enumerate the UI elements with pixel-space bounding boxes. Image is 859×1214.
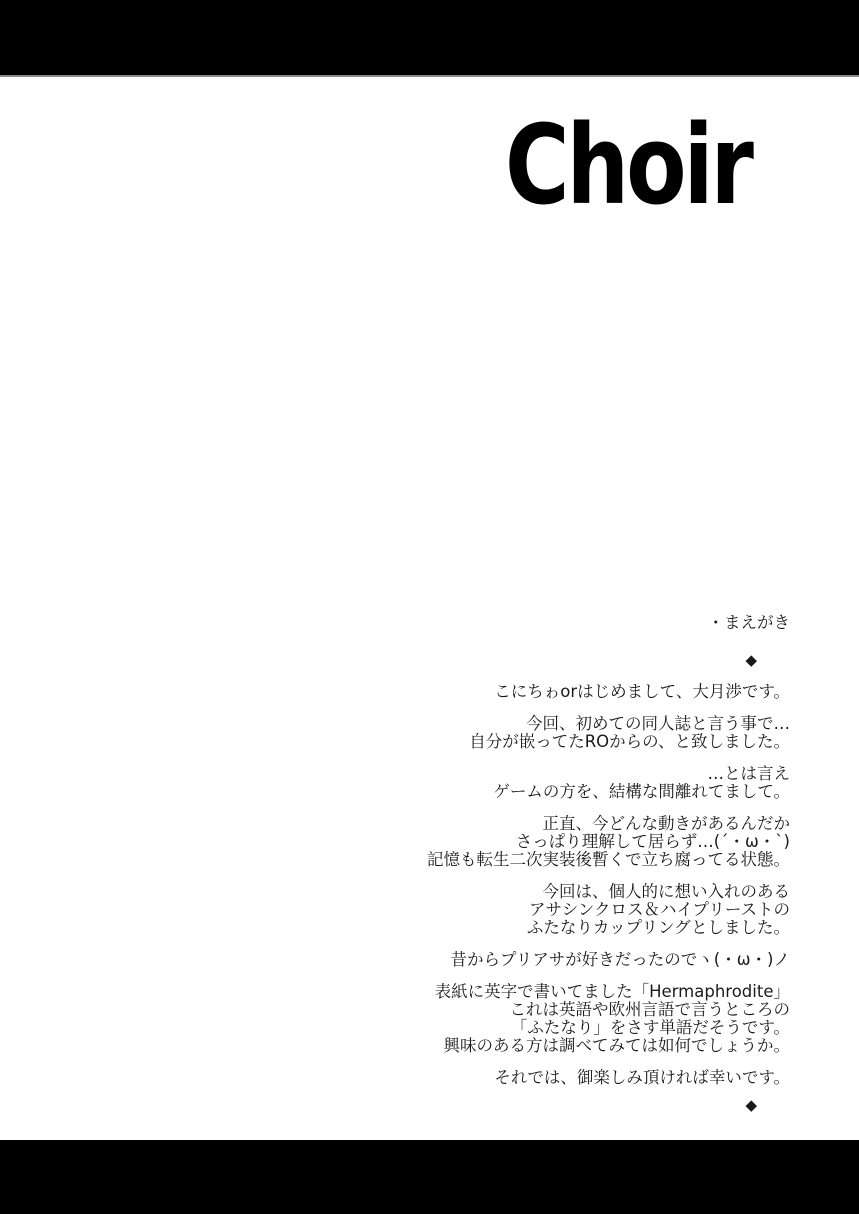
text-line: 昔からプリアサが好きだったのでヽ(・ω・)ノ (450, 950, 790, 969)
text-line: アサシンクロス＆ハイプリーストの (529, 900, 790, 919)
paragraph (527, 883, 790, 937)
page-title: Choir (505, 101, 751, 229)
paragraph (469, 715, 790, 751)
diamond-separator (745, 651, 757, 669)
text-line: こにちゎorはじめまして、大月渉です。 (494, 682, 790, 701)
paragraph (494, 1069, 790, 1087)
text-line: 表紙に英字で書いてました「Hermaphrodite」 (434, 982, 790, 1001)
text-line: さっぱり理解して居らず…(´・ω・`) (515, 832, 790, 851)
text-line: 今回は、個人的に想い入れのある (542, 882, 790, 901)
text-line: ふたなりカップリングとしました。 (526, 918, 790, 937)
text-line: 正直、今どんな動きがあるんだか (542, 814, 790, 833)
text-line: ・まえがき (707, 613, 790, 632)
top-black-bar (0, 0, 859, 77)
paragraph (450, 951, 790, 969)
paragraph (708, 614, 791, 632)
paragraph (435, 983, 790, 1055)
text-line: 自分が嵌ってたROからの、と致しました。 (469, 732, 790, 751)
preface-text-block (427, 614, 790, 1114)
text-line: 「ふたなり」をさす単語だそうです。 (510, 1018, 790, 1037)
paragraph (494, 683, 790, 701)
text-line: …とは言え (707, 764, 790, 783)
text-line: ◆ (745, 651, 757, 669)
text-line: ◆ (745, 1096, 757, 1114)
text-line: 今回、初めての同人誌と言う事で… (526, 714, 790, 733)
bottom-black-bar (0, 1140, 859, 1214)
text-line: これは英語や欧州言語で言うところの (509, 1000, 790, 1019)
text-line: それでは、御楽しみ頂ければ幸いです。 (494, 1068, 790, 1087)
paragraph (427, 815, 790, 869)
paragraph (493, 765, 790, 801)
text-line: ゲームの方を、結構な間離れてまして。 (493, 782, 790, 801)
text-line: 興味のある方は調べてみては如何でしょうか。 (443, 1036, 790, 1055)
diamond-separator (745, 1096, 757, 1114)
text-line: 記憶も転生二次実装後暫くで立ち腐ってる状態。 (427, 850, 790, 869)
